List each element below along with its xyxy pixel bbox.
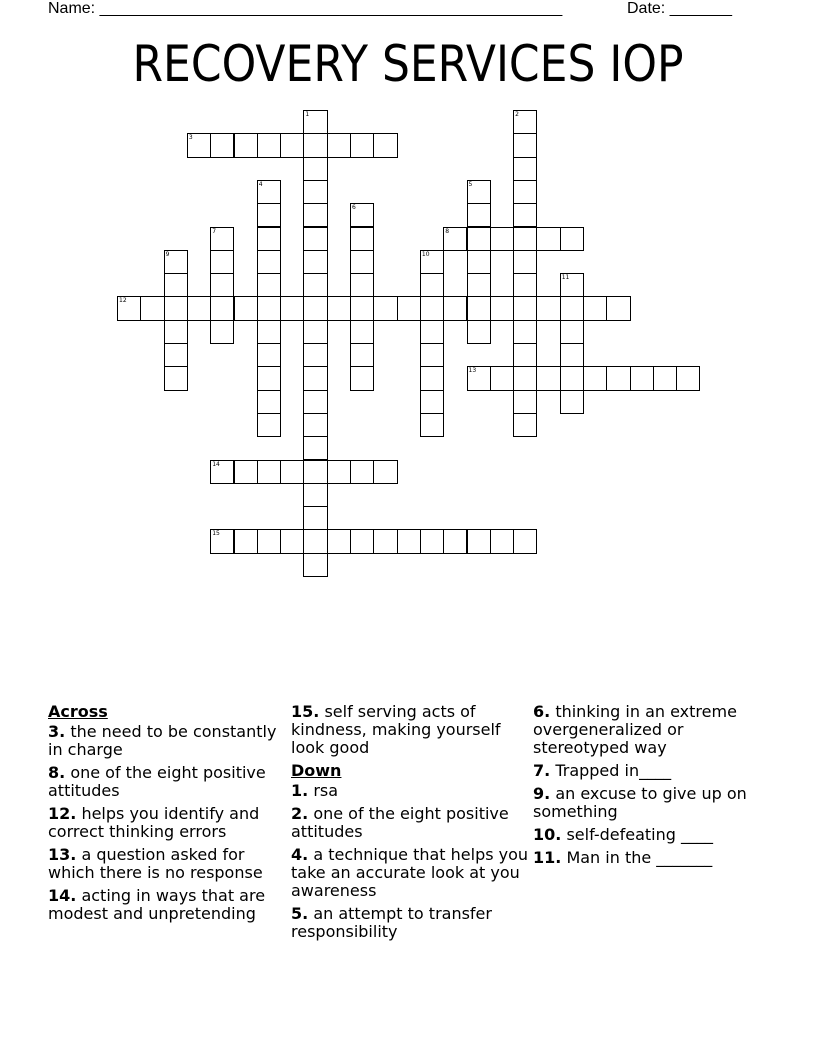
grid-cell[interactable] xyxy=(420,273,444,297)
grid-cell[interactable] xyxy=(257,296,281,320)
grid-cell[interactable] xyxy=(257,133,281,157)
grid-cell[interactable] xyxy=(490,366,514,390)
clue-column-2 xyxy=(291,703,529,946)
across-clue: 8. one of the eight positive attitudes xyxy=(48,763,266,800)
grid-cell[interactable] xyxy=(303,343,327,367)
grid-cell[interactable] xyxy=(257,529,281,553)
clue-number-label: 1 xyxy=(305,111,310,118)
grid-cell[interactable] xyxy=(327,133,351,157)
grid-cell[interactable] xyxy=(513,296,537,320)
down-clue: 6. thinking in an extreme overgeneralized or stereotyped way xyxy=(533,702,737,757)
grid-cell[interactable] xyxy=(467,203,491,227)
grid-cell[interactable] xyxy=(327,460,351,484)
grid-cell[interactable] xyxy=(303,390,327,414)
grid-cell[interactable] xyxy=(420,529,444,553)
grid-cell[interactable] xyxy=(350,133,374,157)
grid-cell[interactable] xyxy=(303,157,327,181)
grid-cell[interactable] xyxy=(257,227,281,251)
grid-cell[interactable] xyxy=(234,460,258,484)
grid-cell[interactable] xyxy=(234,529,258,553)
grid-cell[interactable] xyxy=(164,296,188,320)
grid-cell[interactable] xyxy=(560,320,584,344)
grid-cell[interactable] xyxy=(536,227,560,251)
grid-cell[interactable] xyxy=(257,320,281,344)
grid-cell[interactable] xyxy=(280,296,304,320)
grid-cell[interactable] xyxy=(420,343,444,367)
grid-cell[interactable] xyxy=(303,273,327,297)
grid-cell[interactable] xyxy=(513,133,537,157)
grid-cell[interactable] xyxy=(303,320,327,344)
grid-cell[interactable] xyxy=(420,366,444,390)
grid-cell[interactable] xyxy=(303,296,327,320)
grid-cell[interactable] xyxy=(303,460,327,484)
date-field-line: Date: _______ xyxy=(627,0,732,17)
grid-cell[interactable] xyxy=(490,296,514,320)
grid-cell[interactable] xyxy=(327,296,351,320)
puzzle-title: RECOVERY SERVICES IOP xyxy=(132,35,684,93)
grid-cell[interactable] xyxy=(536,296,560,320)
grid-cell[interactable] xyxy=(606,366,630,390)
clue-column-1 xyxy=(48,703,286,928)
grid-cell[interactable] xyxy=(303,366,327,390)
down-clue: 1. rsa xyxy=(291,781,339,800)
grid-cell[interactable] xyxy=(350,273,374,297)
clue-number-label: 14 xyxy=(212,460,220,468)
grid-cell[interactable] xyxy=(164,366,188,390)
grid-cell[interactable] xyxy=(420,390,444,414)
grid-cell[interactable] xyxy=(490,227,514,251)
grid-cell[interactable] xyxy=(257,390,281,414)
down-clue: 7. Trapped in____ xyxy=(533,761,672,780)
down-clue: 5. an attempt to transfer responsibility xyxy=(291,904,492,941)
grid-cell[interactable] xyxy=(257,460,281,484)
grid-cell[interactable] xyxy=(513,320,537,344)
name-field-line: Name: ____________________________________________________ xyxy=(48,0,563,17)
grid-cell[interactable] xyxy=(350,366,374,390)
grid-cell[interactable] xyxy=(210,273,234,297)
grid-cell[interactable] xyxy=(513,180,537,204)
across-clue: 3. the need to be constantly in charge xyxy=(48,722,277,759)
grid-cell[interactable] xyxy=(164,320,188,344)
down-clue: 9. an excuse to give up on something xyxy=(533,784,747,821)
down-clue: 10. self-defeating ____ xyxy=(533,825,713,844)
grid-cell[interactable] xyxy=(350,320,374,344)
grid-cell[interactable] xyxy=(303,506,327,530)
grid-cell[interactable] xyxy=(210,320,234,344)
grid-cell[interactable] xyxy=(350,460,374,484)
grid-cell[interactable] xyxy=(560,343,584,367)
down-clue: 2. one of the eight positive attitudes xyxy=(291,804,509,841)
grid-cell[interactable] xyxy=(303,227,327,251)
grid-cell[interactable] xyxy=(490,529,514,553)
grid-cell[interactable] xyxy=(373,460,397,484)
down-clue: 11. Man in the _______ xyxy=(533,848,713,867)
grid-cell[interactable] xyxy=(257,250,281,274)
grid-cell[interactable] xyxy=(210,250,234,274)
grid-cell[interactable] xyxy=(303,180,327,204)
clue-number-label: 15 xyxy=(212,530,220,538)
grid-cell[interactable] xyxy=(560,366,584,390)
clue-number-label: 8 xyxy=(445,227,450,235)
grid-cell[interactable] xyxy=(560,227,584,251)
grid-cell[interactable] xyxy=(513,157,537,181)
clue-number-label: 6 xyxy=(352,204,356,212)
grid-cell[interactable] xyxy=(513,366,537,390)
grid-cell[interactable] xyxy=(560,390,584,414)
clue-number-label: 12 xyxy=(119,297,127,305)
grid-cell[interactable] xyxy=(420,320,444,344)
grid-cell[interactable] xyxy=(350,227,374,251)
grid-cell[interactable] xyxy=(303,250,327,274)
grid-cell[interactable] xyxy=(467,320,491,344)
grid-cell[interactable] xyxy=(280,460,304,484)
grid-cell[interactable] xyxy=(676,366,700,390)
across-clue: 13. a question asked for which there is no response xyxy=(48,845,263,882)
grid-cell[interactable] xyxy=(513,529,537,553)
grid-cell[interactable] xyxy=(397,529,421,553)
across-heading: Across xyxy=(48,702,108,721)
grid-cell[interactable] xyxy=(583,366,607,390)
grid-cell[interactable] xyxy=(234,133,258,157)
grid-cell[interactable] xyxy=(164,273,188,297)
grid-cell[interactable] xyxy=(630,366,654,390)
grid-cell[interactable] xyxy=(513,227,537,251)
grid-cell[interactable] xyxy=(467,296,491,320)
grid-cell[interactable] xyxy=(467,227,491,251)
grid-cell[interactable] xyxy=(467,250,491,274)
grid-cell[interactable] xyxy=(583,296,607,320)
grid-cell[interactable] xyxy=(303,203,327,227)
grid-cell[interactable] xyxy=(606,296,630,320)
clue-number-label: 4 xyxy=(258,180,263,188)
grid-cell[interactable] xyxy=(210,133,234,157)
grid-cell[interactable] xyxy=(187,296,211,320)
grid-cell[interactable] xyxy=(536,366,560,390)
grid-cell[interactable] xyxy=(140,296,164,320)
grid-cell[interactable] xyxy=(513,343,537,367)
across-clue: 14. acting in ways that are modest and unpretending xyxy=(48,886,266,923)
grid-cell[interactable] xyxy=(653,366,677,390)
across-clue: 12. helps you identify and correct thinking errors xyxy=(48,804,260,841)
grid-cell[interactable] xyxy=(443,296,467,320)
grid-cell[interactable] xyxy=(303,529,327,553)
grid-cell[interactable] xyxy=(443,529,467,553)
grid-cell[interactable] xyxy=(373,296,397,320)
clue-number-label: 2 xyxy=(515,111,519,118)
grid-cell[interactable] xyxy=(280,529,304,553)
clue-number-label: 10 xyxy=(421,250,430,258)
grid-cell[interactable] xyxy=(303,436,327,460)
grid-cell[interactable] xyxy=(257,366,281,390)
clue-number-label: 3 xyxy=(188,134,193,142)
grid-cell[interactable] xyxy=(467,529,491,553)
grid-cell[interactable] xyxy=(513,413,537,437)
grid-cell[interactable] xyxy=(350,343,374,367)
grid-cell[interactable] xyxy=(303,483,327,507)
across-clue: 15. self serving acts of kindness, making yourself look good xyxy=(291,702,501,757)
grid-cell[interactable] xyxy=(303,133,327,157)
grid-cell[interactable] xyxy=(350,250,374,274)
grid-cell[interactable] xyxy=(513,203,537,227)
grid-cell[interactable] xyxy=(280,133,304,157)
grid-cell[interactable] xyxy=(164,343,188,367)
grid-cell[interactable] xyxy=(257,413,281,437)
grid-cell[interactable] xyxy=(420,413,444,437)
clue-column-3 xyxy=(533,703,771,872)
grid-cell[interactable] xyxy=(467,273,491,297)
grid-cell[interactable] xyxy=(560,296,584,320)
grid-cell[interactable] xyxy=(420,296,444,320)
grid-cell[interactable] xyxy=(257,273,281,297)
grid-cell[interactable] xyxy=(373,133,397,157)
down-clue: 4. a technique that helps you take an accurate look at you awareness xyxy=(291,845,529,900)
grid-cell[interactable] xyxy=(513,273,537,297)
grid-cell[interactable] xyxy=(513,250,537,274)
grid-cell[interactable] xyxy=(303,553,327,577)
grid-cell[interactable] xyxy=(513,390,537,414)
grid-cell[interactable] xyxy=(397,296,421,320)
clue-number-label: 7 xyxy=(212,227,217,235)
grid-cell[interactable] xyxy=(350,529,374,553)
grid-cell[interactable] xyxy=(327,529,351,553)
grid-cell[interactable] xyxy=(234,296,258,320)
grid-cell[interactable] xyxy=(257,343,281,367)
grid-cell[interactable] xyxy=(257,203,281,227)
clue-number-label: 11 xyxy=(561,274,570,282)
grid-cell[interactable] xyxy=(373,529,397,553)
grid-cell[interactable] xyxy=(350,296,374,320)
grid-cell[interactable] xyxy=(210,296,234,320)
grid-cell[interactable] xyxy=(303,413,327,437)
clue-number-label: 9 xyxy=(165,250,170,258)
down-heading: Down xyxy=(291,761,342,780)
clue-number-label: 13 xyxy=(468,367,477,375)
clue-number-label: 5 xyxy=(468,180,473,188)
